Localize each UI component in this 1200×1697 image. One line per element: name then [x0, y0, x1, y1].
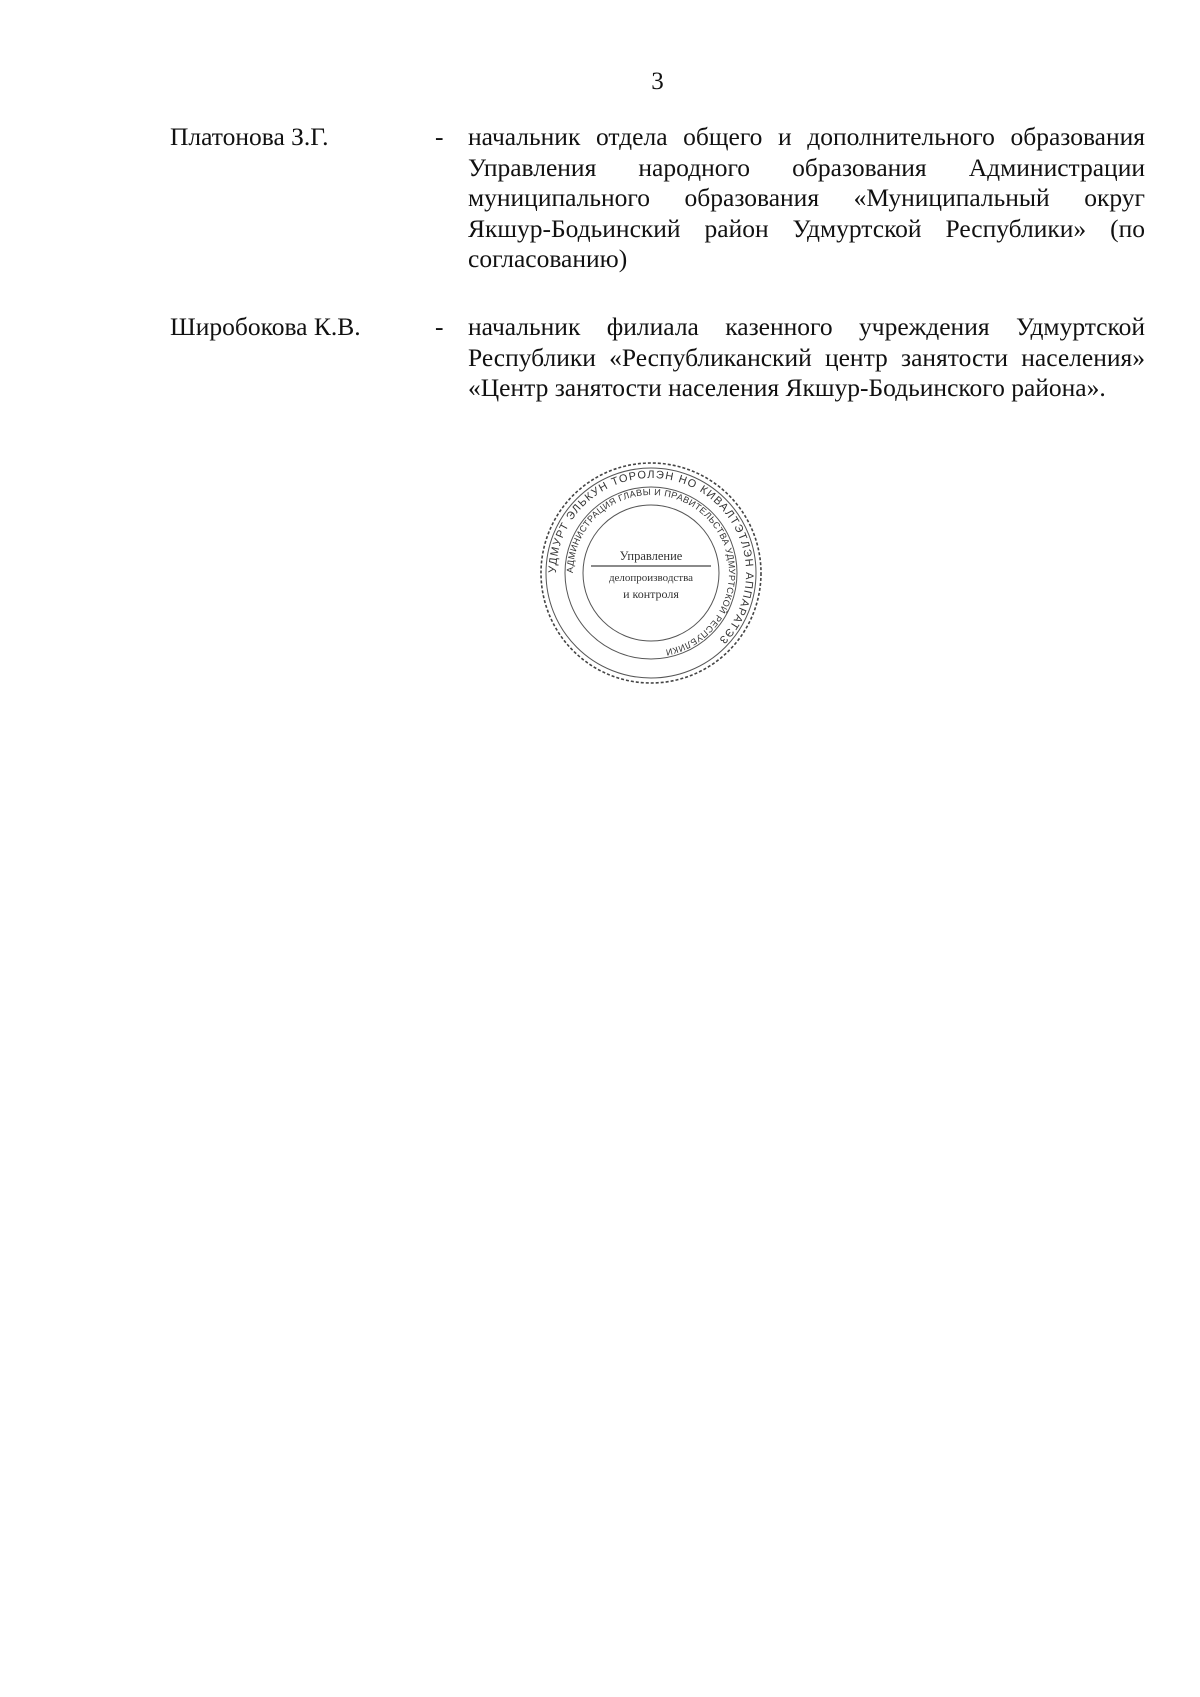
seal-graphic	[538, 460, 764, 686]
page-number: 3	[651, 68, 664, 95]
seal-center-line-2: делопроизводства	[608, 572, 694, 584]
dash-separator: -	[435, 122, 444, 151]
seal-inner-text: АДМИНИСТРАЦИЯ ГЛАВЫ И ПРАВИТЕЛЬСТВА УДМУРТСКОЙ РЕСПУБЛИКИ	[564, 486, 738, 658]
member-name: Широбокова К.В.	[170, 312, 361, 341]
member-entry	[170, 122, 1145, 275]
member-description: начальник отдела общего и дополнительного образования Управления народного образования Администрации муниципального образования «Муниципальный округ Якшур-Бодьинский район Удмуртской Республики» (по согласованию)	[468, 122, 1145, 273]
seal-center-line-3: и контроля	[623, 587, 679, 601]
dash-separator: -	[435, 312, 444, 341]
member-name: Платонова З.Г.	[170, 122, 329, 151]
official-seal	[538, 460, 764, 686]
seal-outer-text: УДМУРТ ЭЛЬКУН ТОРОЛЭН НО КИВАЛТЭТЛЭН АППАРАТЭЗ	[546, 468, 756, 647]
member-entry	[170, 312, 1145, 404]
member-description: начальник филиала казенного учреждения Удмуртской Республики «Республиканский центр занятости населения» «Центр занятости населения Якшур-Бодьинского района».	[468, 312, 1145, 402]
seal-center-line-1: Управление	[619, 549, 683, 563]
